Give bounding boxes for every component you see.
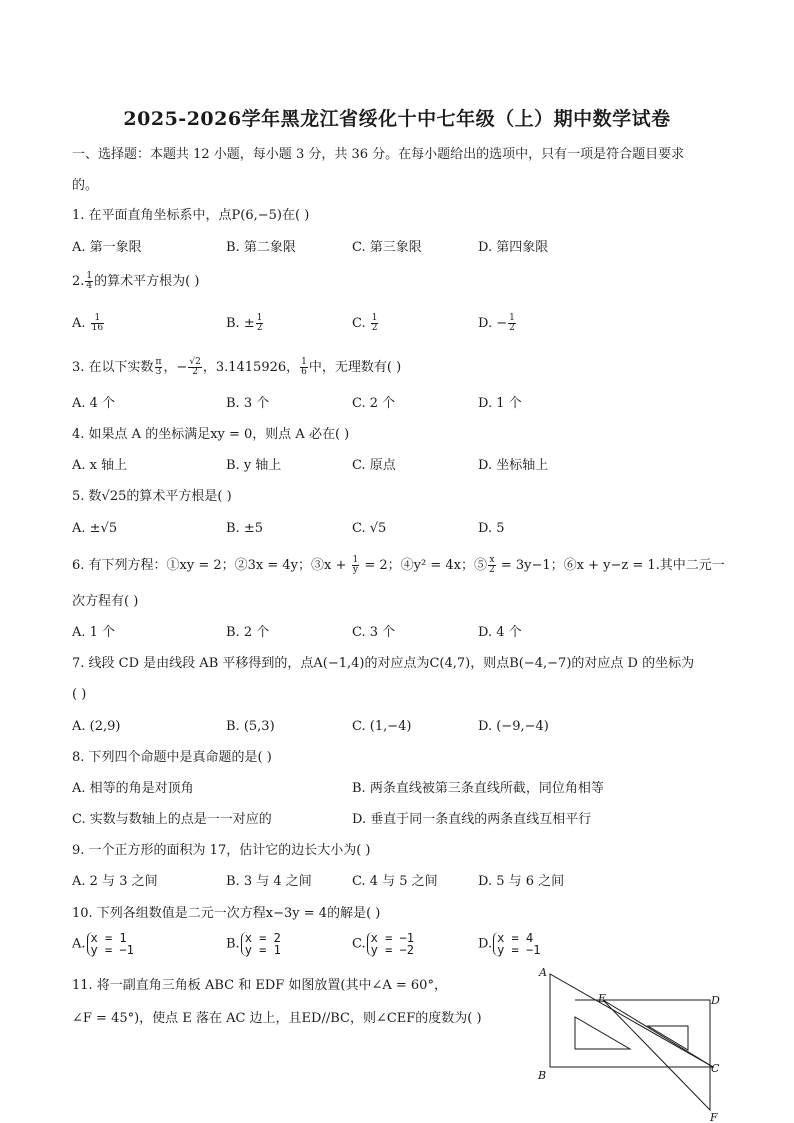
q7-option-c[interactable]: C. (1,−4) xyxy=(352,719,412,734)
question-11-stem-line1: 11. 将一副直角三角板 ABC 和 EDF 如图放置(其中∠A = 60°， xyxy=(72,978,447,993)
q5-option-d[interactable]: D. 5 xyxy=(478,521,505,536)
triangle-abc xyxy=(550,974,713,1067)
exam-title: 2025-2026学年黑龙江省绥化十中七年级（上）期中数学试卷 xyxy=(123,108,671,130)
q2-option-c[interactable]: C. $\frac{1}{2}$ xyxy=(352,313,378,333)
q6-option-d[interactable]: D. 4 个 xyxy=(478,625,522,640)
q7-option-b[interactable]: B. (5,3) xyxy=(226,719,275,734)
q2-option-b[interactable]: B. ± $\frac{1}{2}$ xyxy=(226,313,263,333)
equation-system: x = 4 y = −1 xyxy=(493,932,540,956)
q4-option-d[interactable]: D. 坐标轴上 xyxy=(478,458,549,473)
q7-option-a[interactable]: A. (2,9) xyxy=(72,719,121,734)
q8-option-b[interactable]: B. 两条直线被第三条直线所截，同位角相等 xyxy=(352,781,604,796)
q10-option-b[interactable]: B. x = 2 y = 1 xyxy=(226,931,281,957)
q1-option-b[interactable]: B. 第二象限 xyxy=(226,240,296,255)
section-instruction-line1: 一、选择题：本题共 12 小题，每小题 3 分，共 36 分。在每小题给出的选项中，只有一项是符合题目要求 xyxy=(72,147,685,162)
q1-option-c[interactable]: C. 第三象限 xyxy=(352,240,422,255)
q9-option-d[interactable]: D. 5 与 6 之间 xyxy=(478,874,565,889)
q3-option-d[interactable]: D. 1 个 xyxy=(478,396,522,411)
q7-option-d[interactable]: D. (−9,−4) xyxy=(478,719,549,734)
label-e: E xyxy=(598,992,607,1005)
q10-option-c[interactable]: C. x = −1 y = −2 xyxy=(352,931,414,957)
q2-option-a[interactable]: A. $\frac{1}{16}$ xyxy=(72,313,104,333)
equation-system: x = 1 y = −1 xyxy=(87,932,134,956)
q8-option-a[interactable]: A. 相等的角是对顶角 xyxy=(72,781,194,796)
q4-option-b[interactable]: B. y 轴上 xyxy=(226,458,282,473)
question-7-stem-line1: 7. 线段 CD 是由线段 AB 平移得到的，点A(−1,4)的对应点为C(4,7)，则点B(−4,−7)的对应点 D 的坐标为 xyxy=(72,656,695,671)
triangle-abc-inner xyxy=(575,1017,630,1049)
label-f: F xyxy=(710,1111,718,1122)
label-a: A xyxy=(539,966,547,979)
question-8-stem: 8. 下列四个命题中是真命题的是( ) xyxy=(72,750,272,765)
question-9-stem: 9. 一个正方形的面积为 17，估计它的边长大小为( ) xyxy=(72,843,371,858)
q9-option-b[interactable]: B. 3 与 4 之间 xyxy=(226,874,312,889)
q5-option-b[interactable]: B. ±5 xyxy=(226,521,263,536)
q9-option-c[interactable]: C. 4 与 5 之间 xyxy=(352,874,438,889)
question-6-stem-line2: 次方程有( ) xyxy=(72,594,139,609)
q9-option-a[interactable]: A. 2 与 3 之间 xyxy=(72,874,158,889)
q3-option-b[interactable]: B. 3 个 xyxy=(226,396,270,411)
question-7-stem-line2: ( ) xyxy=(72,687,87,702)
q5-option-c[interactable]: C. √5 xyxy=(352,521,387,536)
question-11-stem-line2: ∠F = 45°)，使点 E 落在 AC 边上，且ED//BC，则∠CEF的度数为( ) xyxy=(72,1011,482,1026)
q10-option-a[interactable]: A. x = 1 y = −1 xyxy=(72,931,134,957)
fraction: $\frac{1}{4}$ xyxy=(86,271,93,291)
q1-option-a[interactable]: A. 第一象限 xyxy=(72,240,142,255)
q2-option-d[interactable]: D. − $\frac{1}{2}$ xyxy=(478,313,515,333)
triangle-figure xyxy=(530,962,730,1122)
question-10-stem: 10. 下列各组数值是二元一次方程x−3y = 4的解是( ) xyxy=(72,906,381,921)
question-2-stem: 2. $\frac{1}{4}$ 的算术平方根为( ) xyxy=(72,271,200,291)
question-5-stem: 5. 数√25的算术平方根是( ) xyxy=(72,489,232,504)
triangle-edf-inner xyxy=(648,1026,688,1050)
q6-option-a[interactable]: A. 1 个 xyxy=(72,625,116,640)
q5-option-a[interactable]: A. ±√5 xyxy=(72,521,118,536)
q8-option-c[interactable]: C. 实数与数轴上的点是一一对应的 xyxy=(72,812,272,827)
question-1-stem: 1. 在平面直角坐标系中，点P(6,−5)在( ) xyxy=(72,208,310,223)
section-instruction-line2: 的。 xyxy=(72,178,99,193)
question-3-stem: 3. 在以下实数 $\frac{\pi}{3}$ ，− $\frac{√2}{2}$ ，3.1415926， $\frac{1}{6}$ 中，无理数有( ) xyxy=(72,357,402,377)
label-c: C xyxy=(711,1062,720,1075)
label-b: B xyxy=(538,1069,547,1082)
label-d: D xyxy=(711,994,720,1007)
q10-option-d[interactable]: D. x = 4 y = −1 xyxy=(478,931,541,957)
question-6-stem-line1: 6. 有下列方程：①xy = 2；②3x = 4y；③x + $\frac{1}{y}$ = 2；④y² = 4x；⑤ $\frac{x}{2}$ = 3y−1；⑥x + y−z = 1.其中二元一 xyxy=(72,555,725,575)
q8-option-d[interactable]: D. 垂直于同一条直线的两条直线互相平行 xyxy=(352,812,592,827)
q4-option-a[interactable]: A. x 轴上 xyxy=(72,458,128,473)
q6-option-c[interactable]: C. 3 个 xyxy=(352,625,396,640)
equation-system: x = 2 y = 1 xyxy=(241,932,281,956)
q6-option-b[interactable]: B. 2 个 xyxy=(226,625,270,640)
question-4-stem: 4. 如果点 A 的坐标满足xy = 0，则点 A 必在( ) xyxy=(72,427,350,442)
q4-option-c[interactable]: C. 原点 xyxy=(352,458,396,473)
q3-option-c[interactable]: C. 2 个 xyxy=(352,396,396,411)
q1-option-d[interactable]: D. 第四象限 xyxy=(478,240,549,255)
equation-system: x = −1 y = −2 xyxy=(367,932,414,956)
q3-option-a[interactable]: A. 4 个 xyxy=(72,396,116,411)
